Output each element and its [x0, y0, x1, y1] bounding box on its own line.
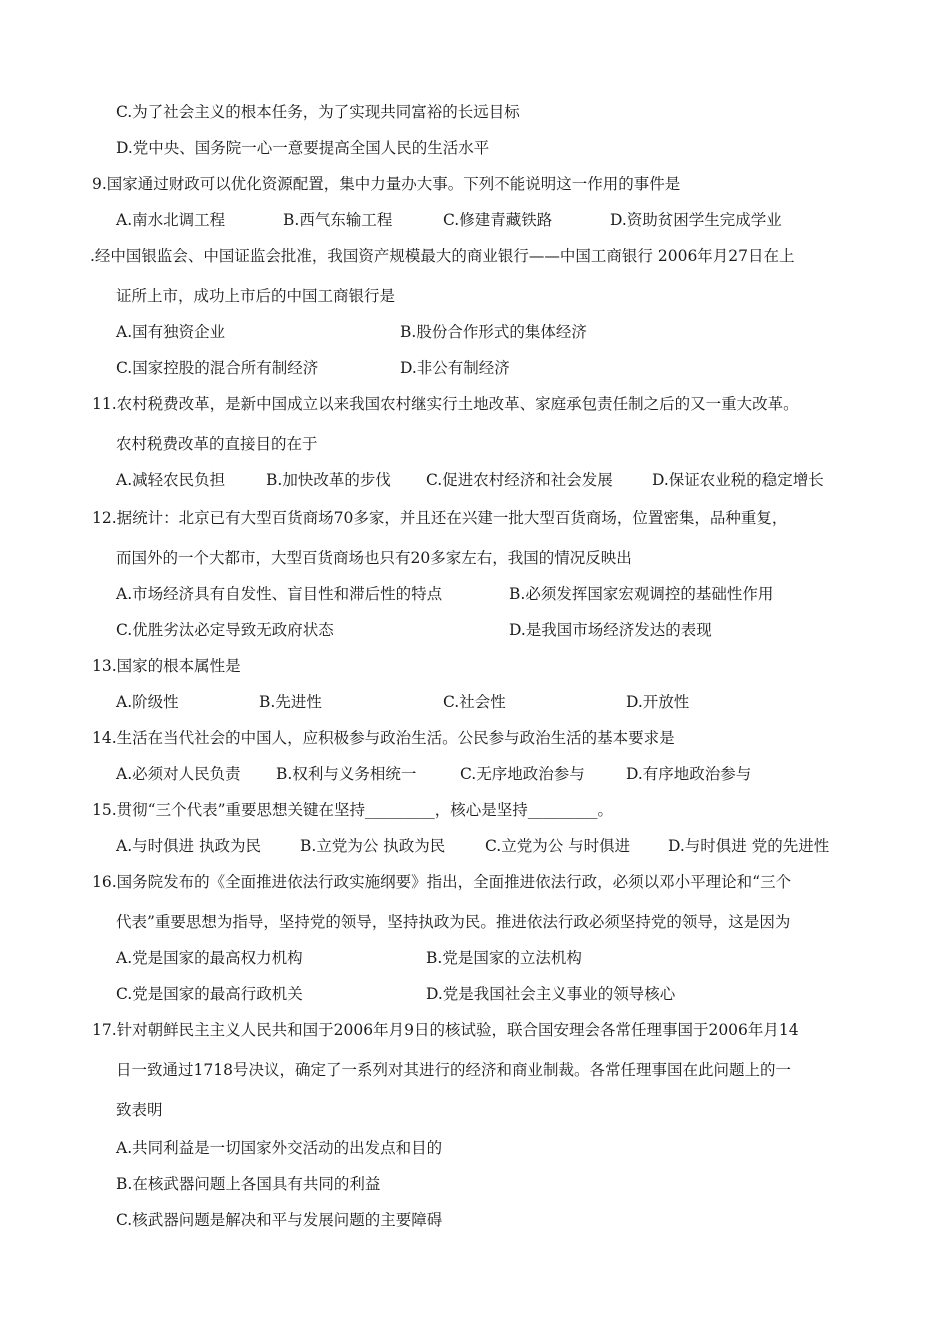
q12-stem-line1: 12.据统计：北京已有大型百货商场70多家，并且还在兴建一批大型百货商场，位置密集，品种重复，	[92, 509, 788, 527]
q17-option-c: C.核武器问题是解决和平与发展问题的主要障碍	[116, 1211, 443, 1229]
q14-option-d: D.有序地政治参与	[626, 765, 752, 783]
q14-stem: 14.生活在当代社会的中国人，应积极参与政治生活。公民参与政治生活的基本要求是	[92, 729, 675, 747]
q8-option-d: D.党中央、国务院一心一意要提高全国人民的生活水平	[116, 139, 490, 157]
q13-option-d: D.开放性	[626, 693, 690, 711]
q17-stem-line2: 日一致通过1718号决议，确定了一系列对其进行的经济和商业制裁。各常任理事国在此问题上的一	[116, 1061, 791, 1079]
q13-option-a: A.阶级性	[116, 693, 179, 711]
q16-option-c: C.党是国家的最高行政机关	[116, 985, 303, 1003]
q10-option-a: A.国有独资企业	[116, 323, 226, 341]
q16-stem-line1: 16.国务院发布的《全面推进依法行政实施纲要》指出，全面推进依法行政，必须以邓小平理论和“三个	[92, 873, 792, 891]
q12-option-d: D.是我国市场经济发达的表现	[509, 621, 712, 639]
q17-stem-line1: 17.针对朝鲜民主主义人民共和国于2006年月9日的核试验，联合国安理会各常任理事国于2006年月14	[92, 1021, 799, 1039]
q13-option-c: C.社会性	[443, 693, 506, 711]
q14-option-a: A.必须对人民负责	[116, 765, 241, 783]
q10-option-d: D.非公有制经济	[400, 359, 510, 377]
q12-option-c: C.优胜劣汰必定导致无政府状态	[116, 621, 334, 639]
q10-stem-line2: 证所上市，成功上市后的中国工商银行是	[116, 287, 396, 305]
q9-option-d: D.资助贫困学生完成学业	[610, 211, 782, 229]
q14-option-c: C.无序地政治参与	[460, 765, 585, 783]
q15-option-b: B.立党为公 执政为民	[300, 837, 446, 855]
q9-option-c: C.修建青藏铁路	[443, 211, 553, 229]
q9-stem: 9.国家通过财政可以优化资源配置，集中力量办大事。下列不能说明这一作用的事件是	[92, 175, 681, 193]
q15-option-a: A.与时俱进 执政为民	[116, 837, 262, 855]
q8-option-c: C.为了社会主义的根本任务，为了实现共同富裕的长远目标	[116, 103, 520, 121]
q15-option-d: D.与时俱进 党的先进性	[668, 837, 830, 855]
q9-option-a: A.南水北调工程	[116, 211, 226, 229]
q11-stem-line1: 11.农村税费改革，是新中国成立以来我国农村继实行土地改革、家庭承包责任制之后的又一重大改革。	[92, 395, 799, 413]
q11-option-c: C.促进农村经济和社会发展	[426, 471, 613, 489]
q16-option-b: B.党是国家的立法机构	[426, 949, 582, 967]
q16-option-a: A.党是国家的最高权力机构	[116, 949, 303, 967]
q10-stem-line1: .经中国银监会、中国证监会批准，我国资产规模最大的商业银行——中国工商银行 2006年月27日在上	[90, 247, 795, 265]
q9-option-b: B.西气东输工程	[283, 211, 393, 229]
q11-stem-line2: 农村税费改革的直接目的在于	[116, 435, 318, 453]
q13-option-b: B.先进性	[259, 693, 322, 711]
q16-option-d: D.党是我国社会主义事业的领导核心	[426, 985, 676, 1003]
q12-option-b: B.必须发挥国家宏观调控的基础性作用	[509, 585, 774, 603]
q17-option-b: B.在核武器问题上各国具有共同的利益	[116, 1175, 381, 1193]
q10-option-c: C.国家控股的混合所有制经济	[116, 359, 319, 377]
q11-option-d: D.保证农业税的稳定增长	[652, 471, 824, 489]
q17-option-a: A.共同利益是一切国家外交活动的出发点和目的	[116, 1139, 443, 1157]
q15-option-c: C.立党为公 与时俱进	[485, 837, 631, 855]
q16-stem-line2: 代表”重要思想为指导，坚持党的领导，坚持执政为民。推进依法行政必须坚持党的领导，这是因为	[116, 913, 791, 931]
q17-stem-line3: 致表明	[116, 1101, 163, 1119]
q14-option-b: B.权利与义务相统一	[276, 765, 417, 783]
q12-stem-line2: 而国外的一个大都市，大型百货商场也只有20多家左右，我国的情况反映出	[116, 549, 632, 567]
q13-stem: 13.国家的根本属性是	[92, 657, 241, 675]
q15-stem: 15.贯彻“三个代表”重要思想关键在坚持_________，核心是坚持_________。	[92, 801, 613, 819]
q10-option-b: B.股份合作形式的集体经济	[400, 323, 587, 341]
q11-option-b: B.加快改革的步伐	[266, 471, 391, 489]
q11-option-a: A.减轻农民负担	[116, 471, 226, 489]
q12-option-a: A.市场经济具有自发性、盲目性和滞后性的特点	[116, 585, 443, 603]
